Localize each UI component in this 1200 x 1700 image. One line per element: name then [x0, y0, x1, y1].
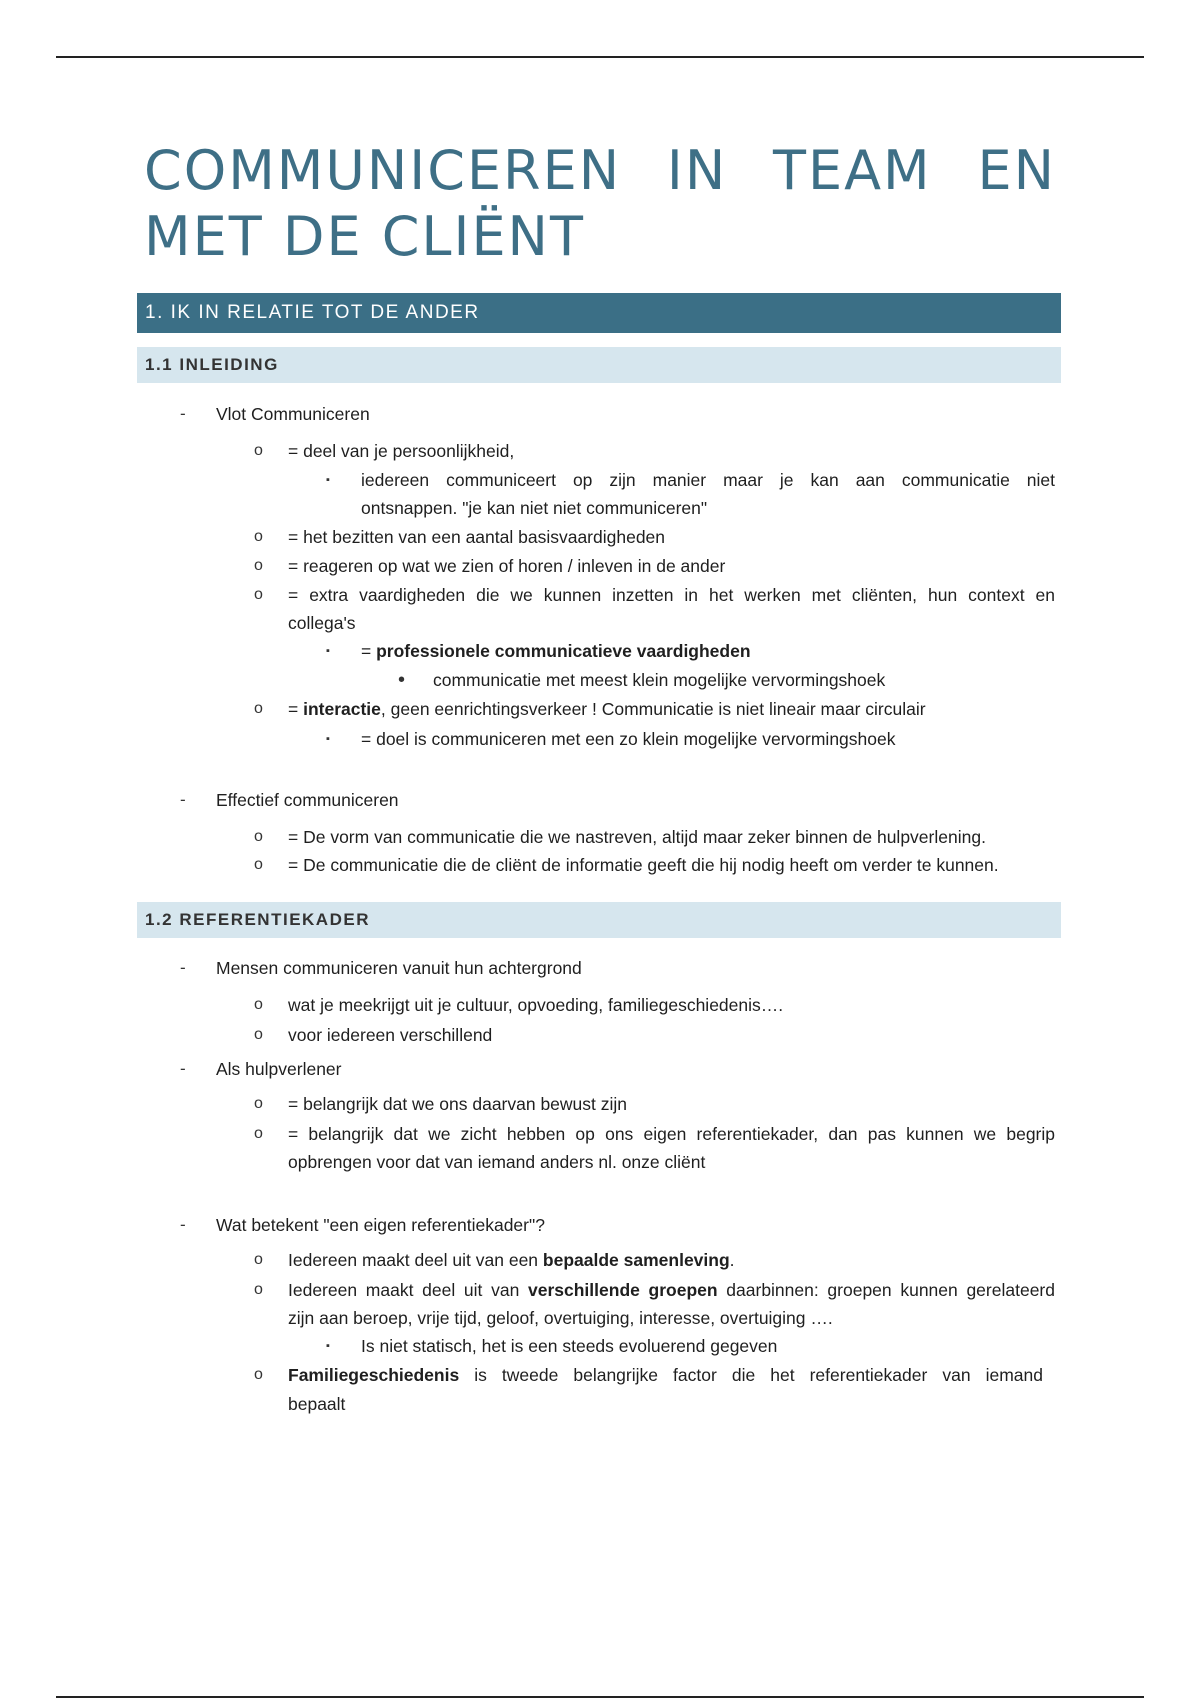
- text-fragment: Iedereen maakt deel uit van: [288, 1280, 528, 1300]
- text-fragment: .: [729, 1250, 735, 1270]
- list-item: iedereen communiceert op zijn manier maar je kan aan communicatie niet: [361, 470, 1055, 490]
- list-item-continuation: bepaalt: [288, 1394, 346, 1414]
- text-fragment: , geen eenrichtingsverkeer ! Communicatie is niet lineair maar circulair: [380, 699, 926, 719]
- header-rule: [56, 56, 1144, 58]
- list-item: Wat betekent "een eigen referentiekader"?: [216, 1215, 545, 1235]
- title-line-2: MET DE CLIËNT: [144, 205, 585, 268]
- dash-marker: -: [180, 958, 186, 977]
- circle-marker: o: [254, 557, 263, 574]
- bold-text: Familiegeschiedenis: [288, 1365, 460, 1385]
- list-item: Als hulpverlener: [216, 1059, 342, 1079]
- text-fragment: =: [288, 699, 304, 719]
- list-item: [288, 1361, 1043, 1389]
- circle-marker: o: [254, 1125, 263, 1142]
- dash-marker: -: [180, 1215, 186, 1234]
- list-item: = het bezitten van een aantal basisvaardigheden: [288, 527, 666, 547]
- bold-text: interactie: [303, 699, 381, 719]
- list-item: = reageren op wat we zien of horen / inleven in de ander: [288, 556, 726, 576]
- list-item: = belangrijk dat we zicht hebben op ons eigen referentiekader, dan pas kunnen we begrip: [288, 1124, 1055, 1144]
- list-item: [288, 1276, 1055, 1304]
- title-word: EN: [977, 139, 1056, 202]
- circle-marker: o: [254, 586, 263, 603]
- list-item-continuation: ontsnappen. "je kan niet niet communiceren": [361, 498, 708, 518]
- bold-text: professionele communicatieve vaardigheden: [376, 641, 751, 661]
- circle-marker: o: [254, 700, 263, 717]
- circle-marker: o: [254, 856, 263, 873]
- circle-marker: o: [254, 1366, 263, 1383]
- list-item-continuation: opbrengen voor dat van iemand anders nl. onze cliënt: [288, 1152, 706, 1172]
- square-marker: ▪: [326, 474, 330, 486]
- circle-marker: o: [254, 1095, 263, 1112]
- list-item: = belangrijk dat we ons daarvan bewust zijn: [288, 1094, 628, 1114]
- circle-marker: o: [254, 442, 263, 459]
- bold-text: bepaalde samenleving: [542, 1250, 730, 1270]
- text-fragment: =: [361, 641, 377, 661]
- list-item: = De vorm van communicatie die we nastreven, altijd maar zeker binnen de hulpverlening.: [288, 827, 986, 847]
- dash-marker: -: [180, 790, 186, 809]
- list-item-continuation: collega's: [288, 613, 356, 633]
- title-word: COMMUNICEREN: [144, 139, 622, 202]
- dash-marker: -: [180, 1059, 186, 1078]
- list-item: [288, 695, 926, 723]
- list-item: communicatie met meest klein mogelijke vervormingshoek: [433, 670, 886, 690]
- list-item: Vlot Communiceren: [216, 404, 370, 424]
- bullet-marker: •: [398, 669, 406, 691]
- list-item: [361, 637, 751, 665]
- title-word: IN: [666, 139, 728, 202]
- list-item: = doel is communiceren met een zo klein mogelijke vervormingshoek: [361, 729, 896, 749]
- circle-marker: o: [254, 1281, 263, 1298]
- list-item-continuation: zijn aan beroep, vrije tijd, geloof, overtuiging, interesse, overtuiging ….: [288, 1308, 833, 1328]
- list-item: Mensen communiceren vanuit hun achtergrond: [216, 958, 582, 978]
- section-heading-inleiding: 1.1 INLEIDING: [137, 347, 1061, 383]
- list-item: = De communicatie die de cliënt de informatie geeft die hij nodig heeft om verder te kunnen.: [288, 855, 999, 875]
- bold-text: verschillende groepen: [528, 1280, 718, 1300]
- text-fragment: is tweede belangrijke factor die het referentiekader van iemand: [459, 1365, 1043, 1385]
- section-heading-referentiekader: 1.2 REFERENTIEKADER: [137, 902, 1061, 938]
- list-item: [288, 1246, 735, 1274]
- list-item: Effectief communiceren: [216, 790, 399, 810]
- document-title: [144, 138, 1056, 270]
- square-marker: ▪: [326, 733, 330, 745]
- footer-rule: [56, 1696, 1144, 1698]
- square-marker: ▪: [326, 1340, 330, 1352]
- text-fragment: Iedereen maakt deel uit van een: [288, 1250, 543, 1270]
- square-marker: ▪: [326, 645, 330, 657]
- circle-marker: o: [254, 1251, 263, 1268]
- list-item: = extra vaardigheden die we kunnen inzetten in het werken met cliënten, hun context en: [288, 585, 1055, 605]
- list-item: Is niet statisch, het is een steeds evoluerend gegeven: [361, 1336, 778, 1356]
- circle-marker: o: [254, 996, 263, 1013]
- list-item: = deel van je persoonlijkheid,: [288, 441, 515, 461]
- circle-marker: o: [254, 1026, 263, 1043]
- circle-marker: o: [254, 528, 263, 545]
- chapter-heading: 1. IK IN RELATIE TOT DE ANDER: [137, 293, 1061, 333]
- circle-marker: o: [254, 828, 263, 845]
- dash-marker: -: [180, 404, 186, 423]
- list-item: voor iedereen verschillend: [288, 1025, 493, 1045]
- text-fragment: daarbinnen: groepen kunnen gerelateerd: [717, 1280, 1055, 1300]
- list-item: wat je meekrijgt uit je cultuur, opvoeding, familiegeschiedenis….: [288, 995, 784, 1015]
- title-word: TEAM: [773, 139, 932, 202]
